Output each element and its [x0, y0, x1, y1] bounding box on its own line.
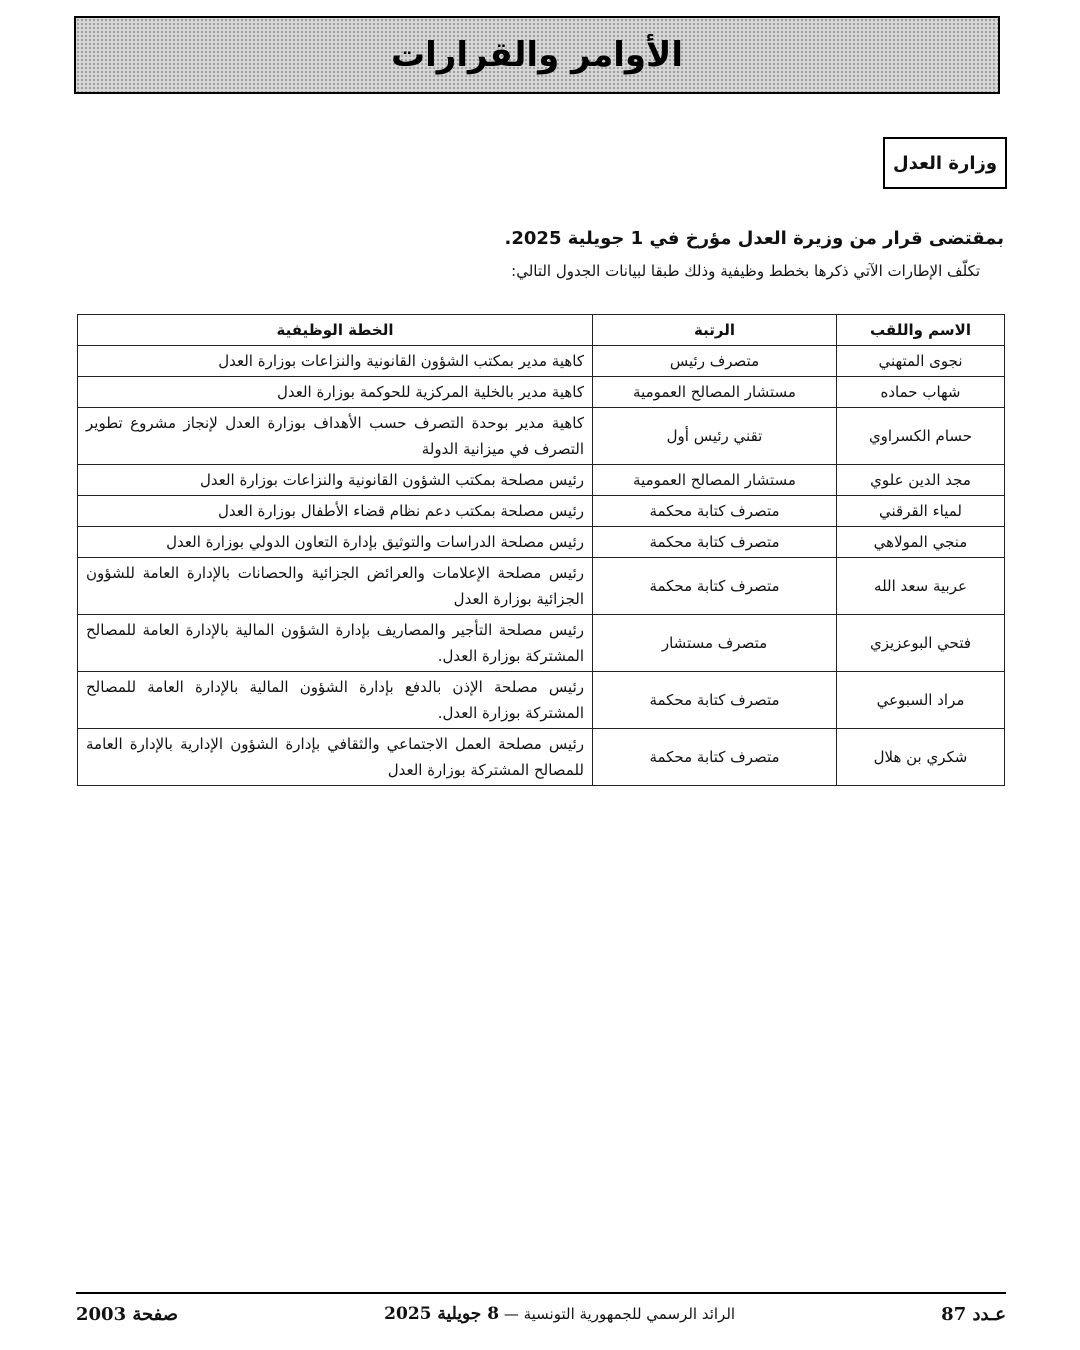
assignments-table — [77, 314, 1005, 786]
cell-grade: مستشار المصالح العمومية — [593, 465, 837, 496]
cell-position: رئيس مصلحة الدراسات والتوثيق بإدارة التعاون الدولي بوزارة العدل — [78, 527, 593, 558]
cell-name: حسام الكسراوي — [837, 408, 1005, 465]
footer-issue-number: عـدد 87 — [941, 1303, 1006, 1325]
cell-position: كاهية مدير بوحدة التصرف حسب الأهداف بوزارة العدل لإنجاز مشروع تطوير التصرف في ميزانية الدولة — [78, 408, 593, 465]
header-name: الاسم واللقب — [837, 315, 1005, 346]
cell-name: لمياء القرقني — [837, 496, 1005, 527]
table-header-row — [78, 315, 1005, 346]
cell-position: كاهية مدير بمكتب الشؤون القانونية والنزاعات بوزارة العدل — [78, 346, 593, 377]
cell-name: مجد الدين علوي — [837, 465, 1005, 496]
cell-grade: متصرف مستشار — [593, 615, 837, 672]
cell-name: فتحي البوعزيزي — [837, 615, 1005, 672]
table-row — [78, 672, 1005, 729]
cell-position: رئيس مصلحة الإعلامات والعرائض الجزائية والحصانات بالإدارة العامة للشؤون الجزائية بوزارة العدل — [78, 558, 593, 615]
banner-title: الأوامر والقرارات — [390, 35, 684, 75]
cell-name: منجي المولاهي — [837, 527, 1005, 558]
table-row — [78, 408, 1005, 465]
decision-intro: تكلّف الإطارات الآتي ذكرها بخطط وظيفية وذلك طبقا لبيانات الجدول التالي: — [511, 262, 980, 280]
table-row — [78, 527, 1005, 558]
table-row — [78, 729, 1005, 786]
cell-position: رئيس مصلحة العمل الاجتماعي والثقافي بإدارة الشؤون الإدارية بالإدارة العامة للمصالح المشتركة بوزارة العدل — [78, 729, 593, 786]
ministry-heading: وزارة العدل — [883, 137, 1007, 189]
cell-grade: متصرف كتابة محكمة — [593, 496, 837, 527]
cell-position: رئيس مصلحة الإذن بالدفع بإدارة الشؤون المالية بالإدارة العامة للمصالح المشتركة بوزارة العدل. — [78, 672, 593, 729]
decision-title: بمقتضى قرار من وزيرة العدل مؤرخ في 1 جويلية 2025. — [504, 228, 1004, 249]
cell-name: شكري بن هلال — [837, 729, 1005, 786]
table-row — [78, 615, 1005, 672]
page-footer — [76, 1300, 1006, 1328]
table-row — [78, 377, 1005, 408]
assignments-table-wrapper — [77, 314, 1004, 786]
cell-grade: متصرف كتابة محكمة — [593, 672, 837, 729]
header-grade: الرتبة — [593, 315, 837, 346]
cell-position: رئيس مصلحة بمكتب الشؤون القانونية والنزاعات بوزارة العدل — [78, 465, 593, 496]
cell-name: نجوى المتهني — [837, 346, 1005, 377]
cell-grade: تقني رئيس أول — [593, 408, 837, 465]
cell-name: شهاب حماده — [837, 377, 1005, 408]
cell-grade: متصرف كتابة محكمة — [593, 729, 837, 786]
cell-grade: متصرف رئيس — [593, 346, 837, 377]
header-position: الخطة الوظيفية — [78, 315, 593, 346]
footer-page-number: صفحة 2003 — [76, 1303, 179, 1325]
footer-journal-name: الرائد الرسمي للجمهورية التونسية — — [503, 1305, 736, 1323]
footer-divider — [76, 1292, 1006, 1294]
banner — [74, 16, 1000, 94]
table-row — [78, 496, 1005, 527]
footer-date: 8 جويلية 2025 — [384, 1304, 500, 1324]
cell-grade: مستشار المصالح العمومية — [593, 377, 837, 408]
cell-position: رئيس مصلحة التأجير والمصاريف بإدارة الشؤون المالية بالإدارة العامة للمصالح المشتركة بوزارة العدل. — [78, 615, 593, 672]
table-row — [78, 346, 1005, 377]
table-row — [78, 558, 1005, 615]
cell-name: عربية سعد الله — [837, 558, 1005, 615]
cell-position: كاهية مدير بالخلية المركزية للحوكمة بوزارة العدل — [78, 377, 593, 408]
cell-name: مراد السبوعي — [837, 672, 1005, 729]
footer-journal — [384, 1304, 735, 1324]
cell-grade: متصرف كتابة محكمة — [593, 558, 837, 615]
cell-grade: متصرف كتابة محكمة — [593, 527, 837, 558]
table-row — [78, 465, 1005, 496]
cell-position: رئيس مصلحة بمكتب دعم نظام قضاء الأطفال بوزارة العدل — [78, 496, 593, 527]
